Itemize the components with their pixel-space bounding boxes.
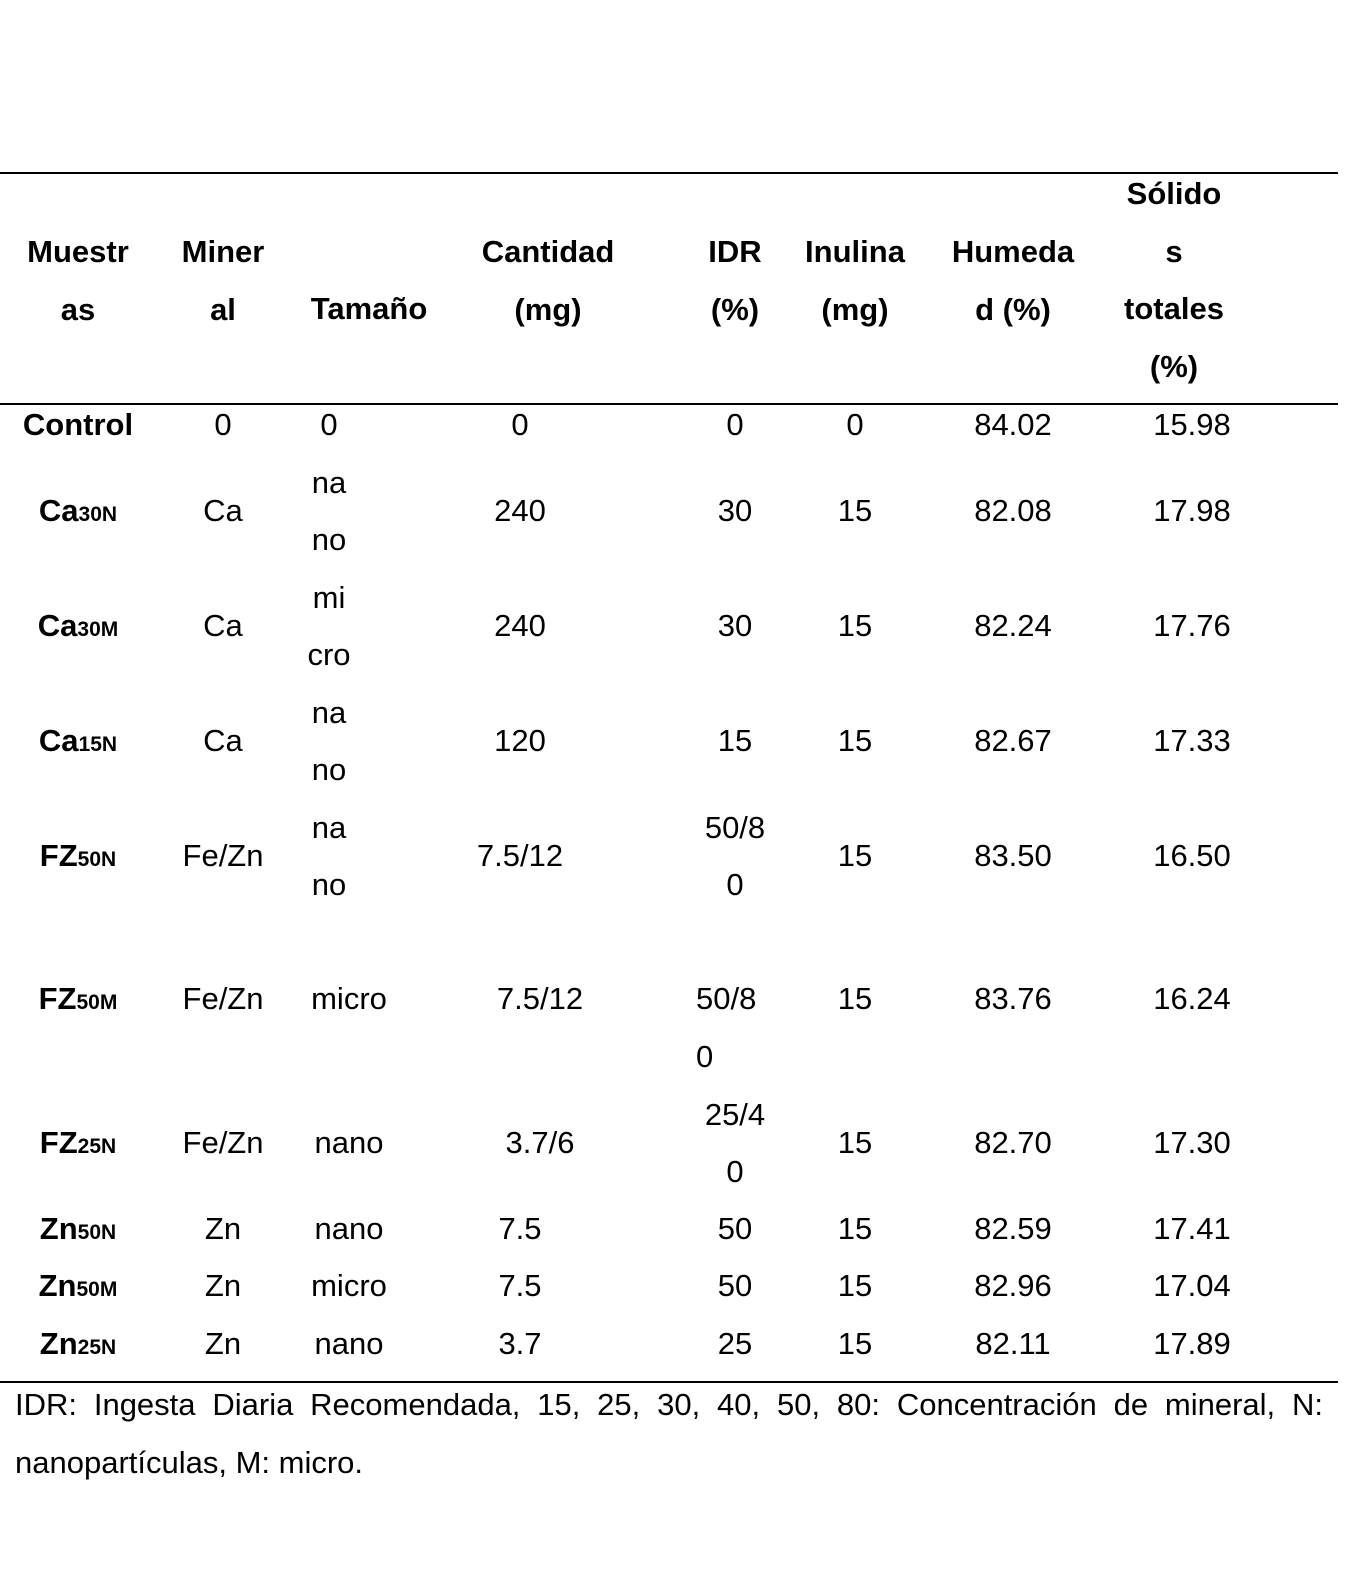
cell-mineral: Zn <box>204 1326 242 1362</box>
row-label-main: Control <box>22 407 134 443</box>
row-label-main: FZ <box>38 981 77 1017</box>
cell-mineral: Fe/Zn <box>182 1125 264 1161</box>
row-label-main: Zn <box>38 1268 77 1304</box>
cell-mineral: Ca <box>203 493 243 529</box>
cell-tamano: nano <box>314 1326 384 1362</box>
cell-mineral: Ca <box>203 723 243 759</box>
cell-humedad: 82.67 <box>974 723 1052 759</box>
row-label-subscript: 15N <box>78 733 118 757</box>
cell-inulina: 15 <box>837 1211 873 1247</box>
cell-tamano: na no <box>311 464 347 557</box>
cell-mineral: Zn <box>204 1211 242 1247</box>
cell-mineral: Ca <box>203 608 243 644</box>
row-label <box>18 396 138 458</box>
cell-solidos: 17.33 <box>1153 723 1231 759</box>
cell-tamano: micro <box>311 981 387 1017</box>
row-label <box>18 712 138 774</box>
cell-humedad: 83.50 <box>974 838 1052 874</box>
cell-mineral: Fe/Zn <box>182 838 264 874</box>
cell-cantidad: 7.5/12 <box>476 838 564 874</box>
cell-inulina: 15 <box>837 1268 873 1304</box>
cell-cantidad: 7.5 <box>498 1211 542 1247</box>
row-label <box>18 970 138 1032</box>
cell-inulina: 15 <box>837 838 873 874</box>
cell-mineral: Zn <box>204 1268 242 1304</box>
cell-tamano: nano <box>314 1211 384 1247</box>
cell-cantidad: 120 <box>494 723 546 759</box>
cell-tamano: na no <box>311 694 347 787</box>
row-label-main: FZ <box>39 838 78 874</box>
cell-solidos: 17.41 <box>1153 1211 1231 1247</box>
cell-humedad: 84.02 <box>974 407 1052 443</box>
header-tamano: Tamaño <box>310 291 428 326</box>
cell-cantidad: 3.7/6 <box>505 1125 575 1161</box>
row-label-main: FZ <box>39 1125 78 1161</box>
cell-inulina: 15 <box>837 1326 873 1362</box>
cell-idr: 25/4 0 <box>704 1096 766 1189</box>
cell-inulina: 15 <box>837 493 873 529</box>
row-label <box>18 482 138 544</box>
row-label <box>18 1257 138 1319</box>
cell-mineral: Fe/Zn <box>182 981 264 1017</box>
cell-idr: 15 <box>717 723 753 759</box>
cell-cantidad: 240 <box>494 493 546 529</box>
header-muestras: Muestr as <box>27 234 129 327</box>
cell-idr: 30 <box>717 608 753 644</box>
cell-humedad: 83.76 <box>974 981 1052 1017</box>
cell-humedad: 82.24 <box>974 608 1052 644</box>
header-inulina: Inulina (mg) <box>805 234 905 327</box>
cell-tamano: nano <box>314 1125 384 1161</box>
cell-solidos: 17.98 <box>1153 493 1231 529</box>
row-label-main: Ca <box>38 723 79 759</box>
row-label-subscript: 50M <box>76 1278 118 1302</box>
cell-inulina: 15 <box>837 981 873 1017</box>
cell-tamano: micro <box>311 1268 387 1304</box>
row-label-subscript: 50M <box>76 991 118 1015</box>
row-label-subscript: 30N <box>78 503 118 527</box>
row-label <box>18 1200 138 1262</box>
cell-solidos: 15.98 <box>1153 407 1231 443</box>
row-label <box>18 827 138 889</box>
row-label <box>18 1315 138 1377</box>
row-label-subscript: 50N <box>77 1221 117 1245</box>
cell-tamano: 0 <box>320 407 338 443</box>
cell-solidos: 17.30 <box>1153 1125 1231 1161</box>
cell-inulina: 15 <box>837 608 873 644</box>
cell-idr: 30 <box>717 493 753 529</box>
header-mineral: Miner al <box>181 234 265 327</box>
cell-inulina: 15 <box>837 1125 873 1161</box>
cell-cantidad: 0 <box>511 407 529 443</box>
cell-cantidad: 7.5/12 <box>496 981 584 1017</box>
header-cantidad: Cantidad (mg) <box>481 234 615 327</box>
cell-idr: 50/8 0 <box>696 981 757 1074</box>
cell-humedad: 82.96 <box>974 1268 1052 1304</box>
row-label-main: Zn <box>39 1326 78 1362</box>
cell-humedad: 82.70 <box>974 1125 1052 1161</box>
row-label-subscript: 50N <box>77 848 117 872</box>
row-label-main: Zn <box>39 1211 78 1247</box>
cell-idr: 50/8 0 <box>704 809 766 902</box>
header-humedad: Humeda d (%) <box>951 234 1075 327</box>
header-solidos-totales: Sólido s totales (%) <box>1124 176 1224 384</box>
cell-inulina: 0 <box>846 407 864 443</box>
cell-tamano: mi cro <box>307 579 351 672</box>
row-label-subscript: 30M <box>77 618 119 642</box>
row-label-main: Ca <box>37 608 78 644</box>
cell-solidos: 16.24 <box>1153 981 1231 1017</box>
row-label <box>18 597 138 659</box>
cell-solidos: 17.76 <box>1153 608 1231 644</box>
cell-cantidad: 240 <box>494 608 546 644</box>
cell-idr: 50 <box>717 1211 753 1247</box>
cell-solidos: 17.04 <box>1153 1268 1231 1304</box>
row-label <box>18 1114 138 1176</box>
cell-cantidad: 7.5 <box>498 1268 542 1304</box>
cell-idr: 25 <box>717 1326 753 1362</box>
row-label-main: Ca <box>38 493 79 529</box>
cell-inulina: 15 <box>837 723 873 759</box>
cell-humedad: 82.08 <box>974 493 1052 529</box>
cell-idr: 0 <box>726 407 744 443</box>
cell-cantidad: 3.7 <box>498 1326 542 1362</box>
cell-humedad: 82.59 <box>974 1211 1052 1247</box>
cell-tamano: na no <box>311 809 347 902</box>
row-label-subscript: 25N <box>77 1336 117 1360</box>
row-label-subscript: 25N <box>77 1135 117 1159</box>
cell-humedad: 82.11 <box>975 1326 1051 1362</box>
cell-idr: 50 <box>717 1268 753 1304</box>
cell-mineral: 0 <box>214 407 232 443</box>
cell-solidos: 17.89 <box>1153 1326 1231 1362</box>
cell-solidos: 16.50 <box>1153 838 1231 874</box>
table-footnote: IDR: Ingesta Diaria Recomendada, 15, 25, 30, 40, 50, 80: Concentración de mineral, N: nanopartículas, M: micro. <box>15 1387 1323 1480</box>
header-idr: IDR (%) <box>708 234 762 327</box>
